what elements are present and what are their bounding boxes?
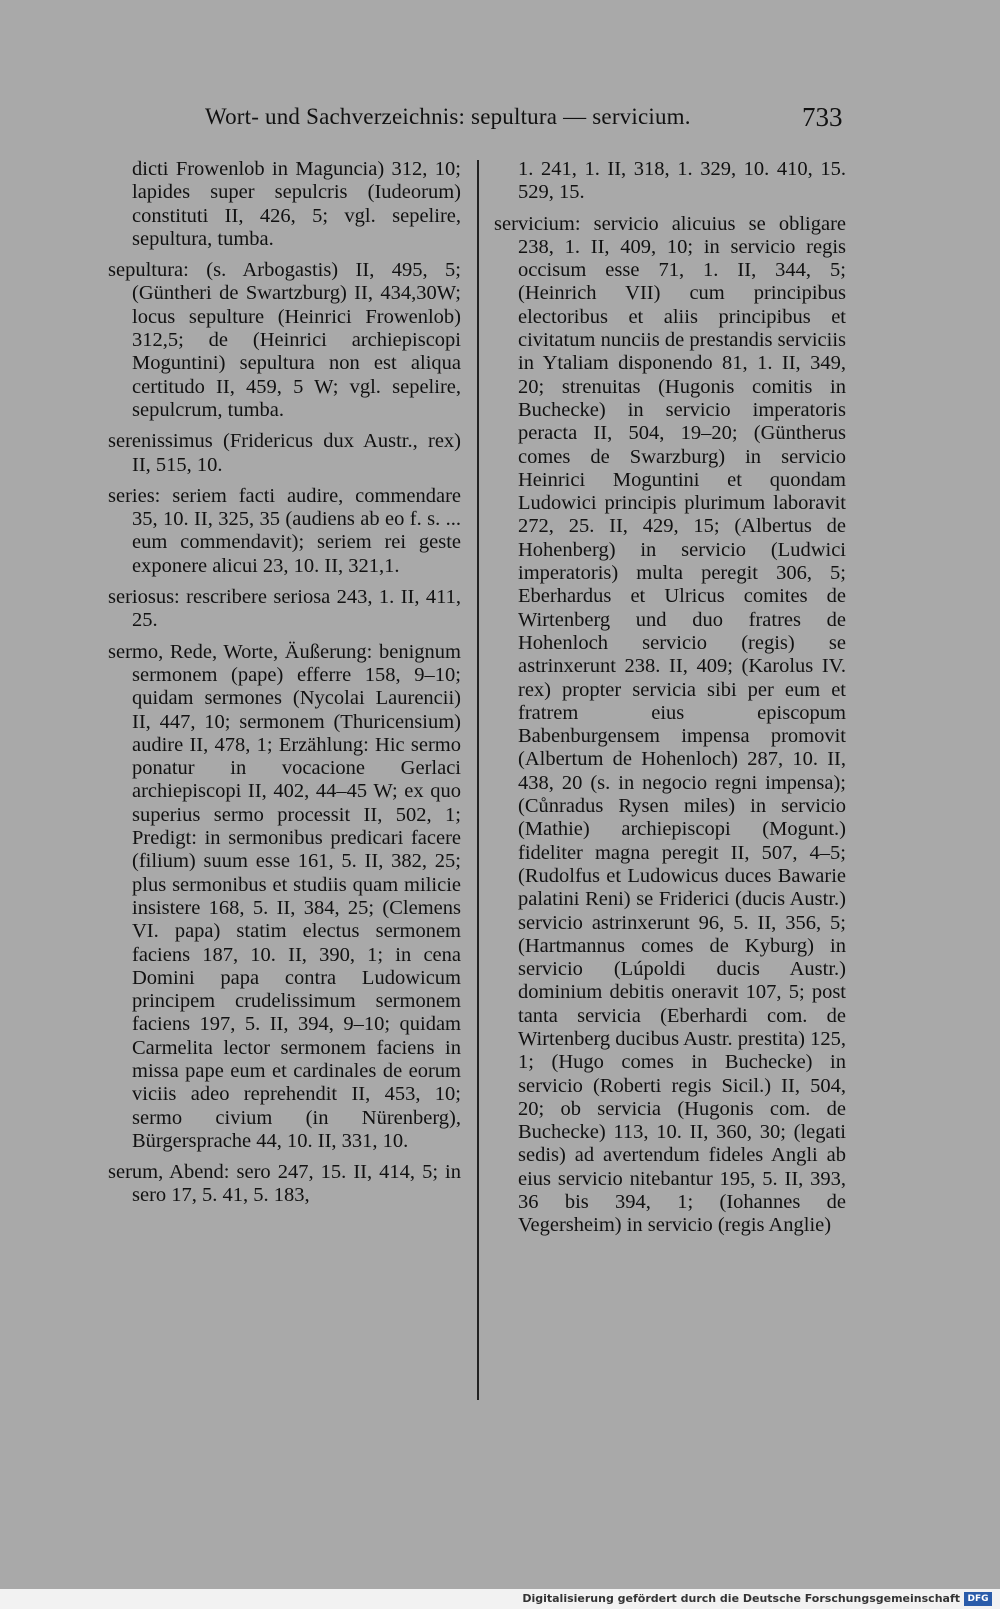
index-entry: dicti Frowenlob in Maguncia) 312, 10; lapides super sepulcris (Iudeorum) constituti II, 426, 5; vgl. sepelire, sepultura, tumba. (132, 158, 461, 250)
page-number: 733 (802, 102, 843, 132)
footer-bar (0, 1589, 1000, 1609)
column-divider (477, 160, 479, 1400)
index-entry: serenissimus (Fridericus dux Austr., rex) II, 515, 10. (108, 430, 461, 476)
page-header (0, 104, 1000, 144)
running-title: Wort- und Sachverzeichnis: sepultura — servicium. (205, 104, 691, 129)
index-entry: series: seriem facti audire, commendare 35, 10. II, 325, 35 (audiens ab eo f. s. ... eum commendavit); seriem rei geste exponere alicui 23, 10. II, 321,1. (108, 484, 461, 577)
index-entry: sermo, Rede, Worte, Äußerung: benignum sermonem (pape) efferre 158, 9–10; quidam sermones (Nycolai Laurencii) II, 447, 10; sermonem (Thuricensium) audire II, 478, 1; Erzählung: Hic sermo ponatur in vocacione Gerlaci archiepiscopi II, 402, 44–45 W; ex quo superius sermo processit II, 502, 1; Predigt: in sermonibus predicari facere (filium) suum esse 161, 5. II, 382, 25; plus sermonibus et studiis quam milicie insistere 168, 5. II, 384, 25; (Clemens VI. papa) statim electus sermonem faciens 187, 10. II, 390, 1; in cena Domini papa contra Ludowicum principem crudelissimum sermonem faciens 197, 5. II, 394, 9–10; quidam Carmelita lector sermonem faciens in missa pape eum et cardinales de eorum viciis adeo reprehendit II, 453, 10; sermo civium (in Nürenberg), Bürgersprache 44, 10. II, 331, 10. (108, 640, 461, 1152)
right-column (494, 158, 846, 1246)
index-entry: servicium: servicio alicuius se obligare 238, 1. II, 409, 10; in servicio regis occisum esse 71, 1. II, 344, 5; (Heinrich VII) cum principibus electoribus et aliis principibus et civitatum nunciis de prestandis serviciis in Ytaliam disponendo 81, 1. II, 349, 20; strenuitas (Hugonis comitis in Buchecke) in servicio imperatoris peracta II, 504, 19–20; (Güntherus comes de Swarzburg) in servicio Heinrici Moguntini et quondam Ludowici principis plurimum laboravit 272, 25. II, 429, 15; (Albertus de Hohenberg) in servicio (Ludwici imperatoris) multa peregit 306, 5; Eberhardus et Ulricus comites de Wirtenberg und duo fratres de Hohenloch servicio (regis) se astrinxerunt 238. II, 409; (Karolus IV. rex) propter servicia sibi per eum et fratrem eius episcopum Babenburgensem impensa promovit (Albertum de Hohenloch) 287, 10. II, 438, 20 (s. in negocio regni impensa); (Cůnradus Rysen miles) in servicio (Mathie) archiepiscopi (Mogunt.) fideliter magna peregit II, 507, 4–5; (Rudolfus et Ludowicus duces Bawarie palatini Reni) se Friderici (ducis Austr.) servicio astrinxerunt 96, 5. II, 356, 5; (Hartmannus comes de Kyburg) in servicio (Lúpoldi ducis Austr.) dominium debitis oneravit 107, 5; post tanta servicia (Eberhardi com. de Wirtenberg ducibus Austr. prestita) 125, 1; (Hugo comes in Buchecke) in servicio (Roberti regis Sicil.) II, 504, 20; ob servicia (Hugonis com. de Buchecke) 113, 10. II, 360, 30; (legati sedis) ad avertendum fideles Angli ab eius servicio nitebantur 195, 5. II, 393, 36 bis 394, 1; (Iohannes de Vegersheim) in servicio (regis Anglie) (494, 212, 846, 1237)
dfg-logo-icon: DFG (964, 1592, 992, 1606)
index-entry: serum, Abend: sero 247, 15. II, 414, 5; in sero 17, 5. 41, 5. 183, (108, 1161, 461, 1207)
index-entry: seriosus: rescribere seriosa 243, 1. II, 411, 25. (108, 586, 461, 632)
left-column (108, 158, 461, 1216)
index-entry: sepultura: (s. Arbogastis) II, 495, 5; (Güntheri de Swartzburg) II, 434,30W; locus sepulture (Heinrici Frowenlob) 312,5; de (Heinrici archiepiscopi Moguntini) sepultura non est aliqua certitudo II, 459, 5 W; vgl. sepelire, sepulcrum, tumba. (108, 259, 461, 421)
index-entry: 1. 241, 1. II, 318, 1. 329, 10. 410, 15. 529, 15. (518, 158, 846, 204)
footer-credit: Digitalisierung gefördert durch die Deutsche Forschungsgemeinschaft (522, 1592, 960, 1605)
